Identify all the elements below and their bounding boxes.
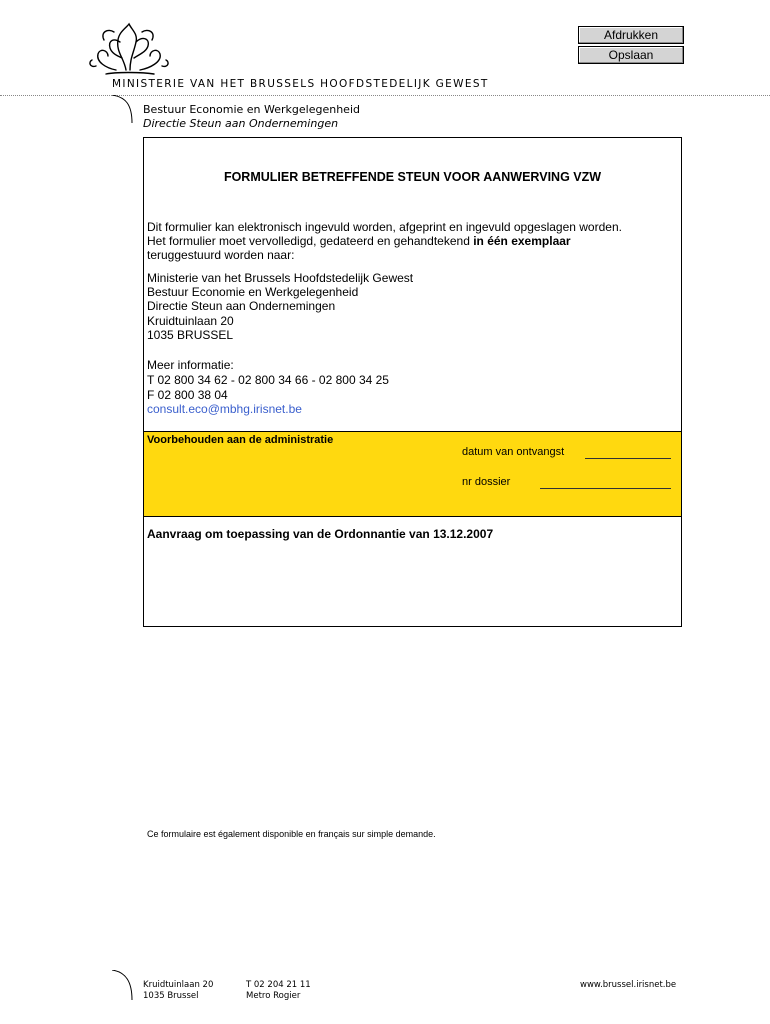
address-line: Directie Steun aan Ondernemingen xyxy=(147,299,336,313)
department-name: Bestuur Economie en Werkgelegenheid xyxy=(143,103,360,116)
request-title: Aanvraag om toepassing van de Ordonnantie van 13.12.2007 xyxy=(147,527,494,541)
info-fax: F 02 800 38 04 xyxy=(147,388,228,402)
header-curve-decoration xyxy=(112,95,136,123)
address-line: 1035 BRUSSEL xyxy=(147,328,234,342)
date-received-label: datum van ontvangst xyxy=(462,446,565,458)
footer-website-link[interactable]: www.brussel.irisnet.be xyxy=(580,980,677,990)
intro-line: Dit formulier kan elektronisch ingevuld worden, afgeprint en ingevuld opgeslagen worden. xyxy=(147,220,622,234)
directorate-name: Directie Steun aan Ondernemingen xyxy=(143,117,339,130)
address-line: Kruidtuinlaan 20 xyxy=(147,314,234,328)
french-availability-note: Ce formulaire est également disponible en français sur simple demande. xyxy=(147,829,436,839)
address-line: Ministerie van het Brussels Hoofdstedelijk Gewest xyxy=(147,271,414,285)
footer-curve-decoration xyxy=(112,970,136,1000)
intro-emphasis: in één exemplaar xyxy=(473,234,571,248)
intro-text: Het formulier moet vervolledigd, gedateerd en gehandtekend xyxy=(147,234,474,248)
ministry-title: MINISTERIE VAN HET BRUSSELS HOOFDSTEDELIJK GEWEST xyxy=(112,78,489,90)
iris-logo-icon xyxy=(86,22,172,82)
address-line: Bestuur Economie en Werkgelegenheid xyxy=(147,285,359,299)
footer-address-city: 1035 Brussel xyxy=(143,991,199,1001)
print-button[interactable]: Afdrukken xyxy=(578,26,684,44)
intro-line xyxy=(147,234,571,249)
date-received-field[interactable] xyxy=(585,458,671,459)
intro-line: teruggestuurd worden naar: xyxy=(147,248,295,262)
save-button[interactable]: Opslaan xyxy=(578,46,684,64)
footer-phone: T 02 204 21 11 xyxy=(246,980,311,990)
dossier-number-field[interactable] xyxy=(540,488,671,489)
info-heading: Meer informatie: xyxy=(147,358,234,372)
admin-title: Voorbehouden aan de administratie xyxy=(147,434,334,446)
footer-address-street: Kruidtuinlaan 20 xyxy=(143,980,214,990)
info-phone: T 02 800 34 62 - 02 800 34 66 - 02 800 34 25 xyxy=(147,373,389,387)
dossier-number-label: nr dossier xyxy=(462,476,511,488)
info-email-link[interactable]: consult.eco@mbhg.irisnet.be xyxy=(147,402,302,416)
form-title: FORMULIER BETREFFENDE STEUN VOOR AANWERVING VZW xyxy=(223,170,602,184)
footer-metro: Metro Rogier xyxy=(246,991,301,1001)
